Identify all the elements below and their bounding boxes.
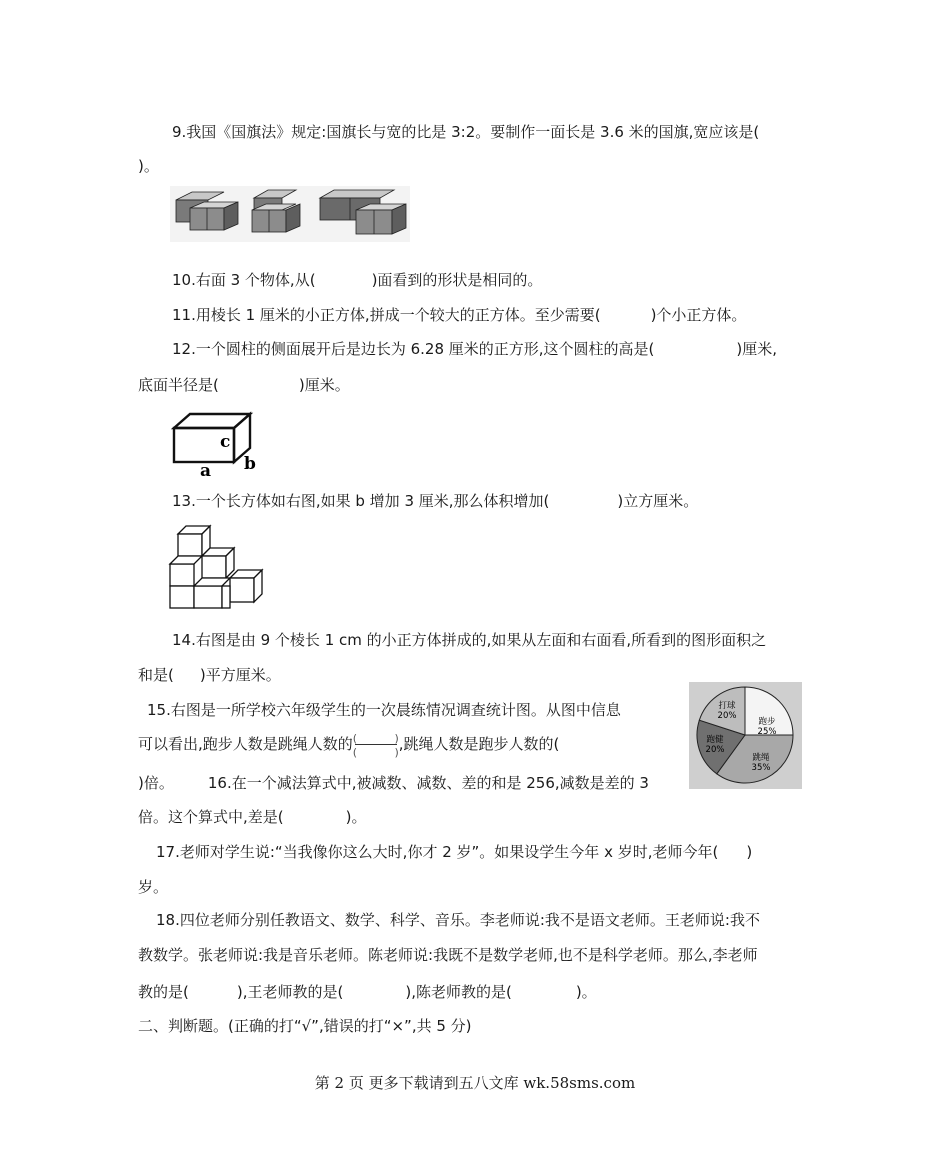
q14-text-a: 和是( xyxy=(138,666,174,684)
pie-label-tiaosheng: 跳绳 xyxy=(752,753,770,763)
q10-text-b: )面看到的形状是相同的。 xyxy=(371,271,543,289)
q18-line2: 教数学。张老师说:我是音乐老师。陈老师说:我既不是数学老师,也不是科学老师。那么,李老师 xyxy=(138,946,758,964)
q13-line xyxy=(172,491,698,511)
q12-text-c: 底面半径是( xyxy=(138,376,219,394)
cuboid-label-b: b xyxy=(244,454,256,474)
pie-label-daqiu: 打球 xyxy=(718,701,736,711)
exercise-pie-chart xyxy=(689,682,802,789)
q12-line2 xyxy=(138,375,350,395)
q18-text-d: )。 xyxy=(575,983,597,1001)
q11-text-b: )个小正方体。 xyxy=(650,306,747,324)
q15-text-b: ,跳绳人数是跑步人数的( xyxy=(398,735,560,753)
q10-text-a: 10.右面 3 个物体,从( xyxy=(172,271,316,289)
q15-line1: 15.右图是一所学校六年级学生的一次晨练情况调查统计图。从图中信息 xyxy=(147,701,621,719)
q15-text-c: )倍。 xyxy=(138,774,174,792)
q16-line1: 16.在一个减法算式中,被减数、减数、差的和是 256,减数是差的 3 xyxy=(207,774,649,792)
section-2-heading: 二、判断题。(正确的打“√”,错误的打“×”,共 5 分) xyxy=(138,1017,472,1035)
q12-text-d: )厘米。 xyxy=(298,376,350,394)
q18-line3 xyxy=(138,982,597,1002)
pie-label-paojian: 跑健 xyxy=(706,735,724,745)
q11-line xyxy=(172,305,746,325)
q16-line2 xyxy=(138,807,366,827)
q11-text-a: 11.用棱长 1 厘米的小正方体,拼成一个较大的正方体。至少需要( xyxy=(172,306,601,324)
q9-line1: 9.我国《国旗法》规定:国旗长与宽的比是 3:2。要制作一面长是 3.6 米的国旗,宽应该是( xyxy=(172,123,760,141)
pie-label-paobu: 跑步 xyxy=(758,717,776,727)
q10-line xyxy=(172,270,542,290)
q16-text-a: 倍。这个算式中,差是( xyxy=(138,808,284,826)
q17-line2: 岁。 xyxy=(138,878,169,896)
cuboid-figure xyxy=(168,406,268,478)
q13-text-a: 13.一个长方体如右图,如果 b 增加 3 厘米,那么体积增加( xyxy=(172,492,550,510)
q17-text-end: ) xyxy=(746,843,753,861)
q9-line2: )。 xyxy=(138,157,159,175)
q17-text: 17.老师对学生说:“当我像你这么大时,你才 2 岁”。如果设学生今年 x 岁时,老师今年( xyxy=(156,843,719,861)
page-footer: 第 2 页 更多下载请到五八文库 wk.58sms.com xyxy=(314,1074,636,1092)
q13-text-b: )立方厘米。 xyxy=(617,492,699,510)
q12-text-b: )厘米, xyxy=(736,340,778,358)
pie-pct-daqiu: 20% xyxy=(717,711,737,721)
q14-line2 xyxy=(138,665,281,685)
q16-text-b: )。 xyxy=(345,808,367,826)
q14-text-b: )平方厘米。 xyxy=(199,666,281,684)
q18-text-c: ),陈老师教的是( xyxy=(405,983,512,1001)
pie-pct-paojian: 20% xyxy=(705,745,725,755)
q18-text-a: 教的是( xyxy=(138,983,189,1001)
q14-line1: 14.右图是由 9 个棱长 1 cm 的小正方体拼成的,如果从左面和右面看,所看到的图形面积之 xyxy=(172,631,767,649)
q17-line1 xyxy=(156,842,752,862)
q15-q16-line xyxy=(138,773,649,793)
q15-line2 xyxy=(138,731,560,759)
cuboid-label-c: c xyxy=(220,432,231,452)
cuboid-label-a: a xyxy=(200,461,212,478)
stacked-cubes-figure xyxy=(166,522,268,612)
pie-pct-paobu: 25% xyxy=(757,727,777,737)
q12-line1 xyxy=(172,339,777,359)
q15-text-a: 可以看出,跑步人数是跳绳人数的 xyxy=(138,735,353,753)
three-block-objects-figure xyxy=(170,186,410,242)
q18-text-b: ),王老师教的是( xyxy=(236,983,344,1001)
pie-pct-tiaosheng: 35% xyxy=(751,763,771,773)
q18-line1: 18.四位老师分别任教语文、数学、科学、音乐。李老师说:我不是语文老师。王老师说:我不 xyxy=(156,911,760,929)
q12-text-a: 12.一个圆柱的侧面展开后是边长为 6.28 厘米的正方形,这个圆柱的高是( xyxy=(172,340,655,358)
fraction-blank[interactable]: ( ) ( ) xyxy=(352,731,399,759)
